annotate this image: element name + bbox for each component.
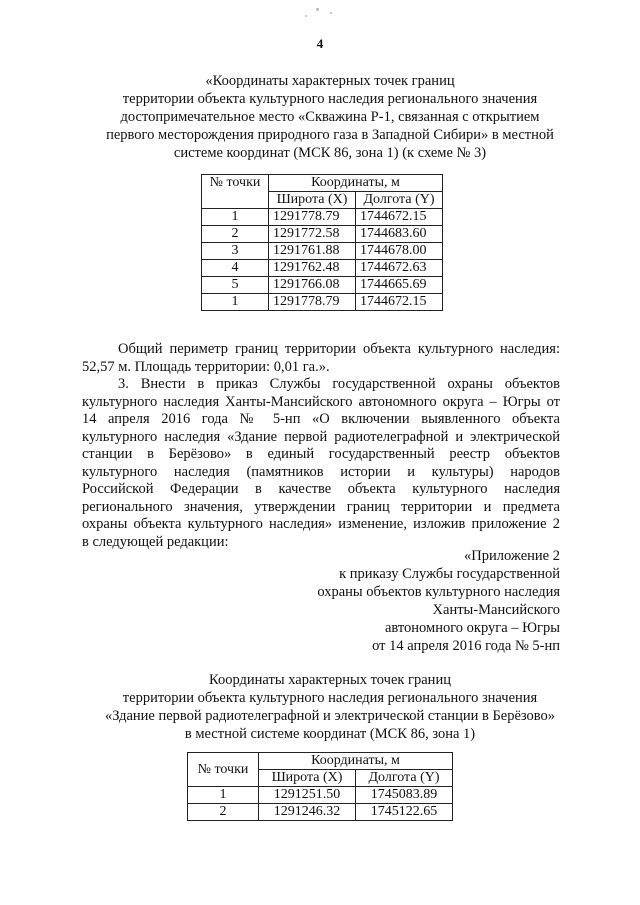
point-number: 3 xyxy=(202,243,269,260)
paragraph-line: станции в Берёзово» в единый государственный реестр объектов xyxy=(82,446,560,462)
column-header-coordinates: Координаты, м xyxy=(269,175,443,192)
paragraph-line: культурного наследия Ханты-Мансийского автономного округа – Югры от xyxy=(82,393,560,410)
paragraph-line: 14 апреля 2016 года № 5-нп «О включении выявленного объекта xyxy=(82,411,560,427)
latitude-value: 1291762.48 xyxy=(269,260,356,277)
longitude-value: 1744678.00 xyxy=(356,243,443,260)
point-number: 1 xyxy=(202,209,269,226)
longitude-value: 1744665.69 xyxy=(356,277,443,294)
column-header-point: № точки xyxy=(188,753,259,787)
column-header-point: № точки xyxy=(202,175,269,209)
paragraph-line: Общий периметр границ территории объекта культурного наследия: xyxy=(118,341,560,357)
point-number: 1 xyxy=(188,787,259,804)
point-number: 5 xyxy=(202,277,269,294)
scan-speck xyxy=(330,12,332,14)
column-header-x: Широта (Х) xyxy=(269,192,356,209)
heading-line: территории объекта культурного наследия регионального значения xyxy=(122,690,538,706)
appendix-line: «Приложение 2 xyxy=(464,548,560,564)
scan-speck xyxy=(305,15,307,17)
paragraph-line: 3. Внести в приказ Службы государственной охраны объектов xyxy=(118,376,560,392)
perimeter-paragraph xyxy=(82,341,560,376)
column-header-y: Долгота (Y) xyxy=(356,192,443,209)
table-row xyxy=(188,787,453,804)
appendix-line: автономного округа – Югры xyxy=(384,620,560,636)
heading-line: территории объекта культурного наследия регионального значения xyxy=(122,91,538,107)
point-number: 4 xyxy=(202,260,269,277)
latitude-value: 1291251.50 xyxy=(259,787,356,804)
longitude-value: 1745083.89 xyxy=(356,787,453,804)
longitude-value: 1744672.15 xyxy=(356,294,443,311)
table-row xyxy=(202,294,443,311)
table-row xyxy=(202,209,443,226)
latitude-value: 1291761.88 xyxy=(269,243,356,260)
table-row xyxy=(188,804,453,821)
longitude-value: 1744672.15 xyxy=(356,209,443,226)
appendix-line: к приказу Службы государственной xyxy=(339,566,560,582)
heading-line: «Координаты характерных точек границ xyxy=(205,73,455,89)
item-3-paragraph xyxy=(82,376,560,551)
paragraph-line: культурного наследия «Здание первой радиотелеграфной и электрической xyxy=(82,428,560,445)
heading-line: «Здание первой радиотелеграфной и электрической станции в Берёзово» xyxy=(104,708,556,724)
column-header-coordinates: Координаты, м xyxy=(259,753,453,770)
column-header-x: Широта (Х) xyxy=(259,770,356,787)
point-number: 2 xyxy=(202,226,269,243)
latitude-value: 1291766.08 xyxy=(269,277,356,294)
page-number: 4 xyxy=(316,36,324,51)
table-row xyxy=(202,226,443,243)
paragraph-line: Российской Федерации в качестве объекта культурного наследия xyxy=(82,481,560,497)
column-header-y: Долгота (Y) xyxy=(356,770,453,787)
appendix-line: Ханты-Мансийского xyxy=(432,602,560,618)
longitude-value: 1744683.60 xyxy=(356,226,443,243)
appendix-line: охраны объектов культурного наследия xyxy=(317,584,560,600)
latitude-value: 1291778.79 xyxy=(269,209,356,226)
scan-speck xyxy=(316,8,319,11)
paragraph-line: культурного наследия (памятников истории и культуры) народов xyxy=(82,463,560,480)
longitude-value: 1745122.65 xyxy=(356,804,453,821)
heading-line: первого месторождения природного газа в Западной Сибири» в местной xyxy=(106,127,554,143)
paragraph-line: 52,57 м. Площадь территории: 0,01 га.». xyxy=(82,358,330,375)
longitude-value: 1744672.63 xyxy=(356,260,443,277)
heading-line: Координаты характерных точек границ xyxy=(209,672,451,688)
appendix-reference xyxy=(240,547,560,655)
paragraph-line: регионального значения, утверждении границ территории и предмета xyxy=(82,498,560,515)
point-number: 2 xyxy=(188,804,259,821)
latitude-value: 1291778.79 xyxy=(269,294,356,311)
latitude-value: 1291772.58 xyxy=(269,226,356,243)
table-row xyxy=(202,243,443,260)
heading-coordinates-station xyxy=(60,671,600,743)
table-row xyxy=(202,277,443,294)
paragraph-line: в следующей редакции: xyxy=(82,533,229,550)
heading-line: системе координат (МСК 86, зона 1) (к схеме № 3) xyxy=(173,145,487,161)
point-number: 1 xyxy=(202,294,269,311)
coordinates-table-well xyxy=(201,174,443,311)
heading-line: в местной системе координат (МСК 86, зона 1) xyxy=(184,726,476,742)
paragraph-line: охраны объекта культурного наследия» изменение, изложив приложение 2 xyxy=(82,516,560,532)
appendix-line: от 14 апреля 2016 года № 5-нп xyxy=(372,638,560,654)
heading-coordinates-well xyxy=(60,72,600,162)
coordinates-table-station xyxy=(187,752,453,821)
table-row xyxy=(202,260,443,277)
latitude-value: 1291246.32 xyxy=(259,804,356,821)
heading-line: достопримечательное место «Скважина Р-1, связанная с открытием xyxy=(120,109,540,125)
